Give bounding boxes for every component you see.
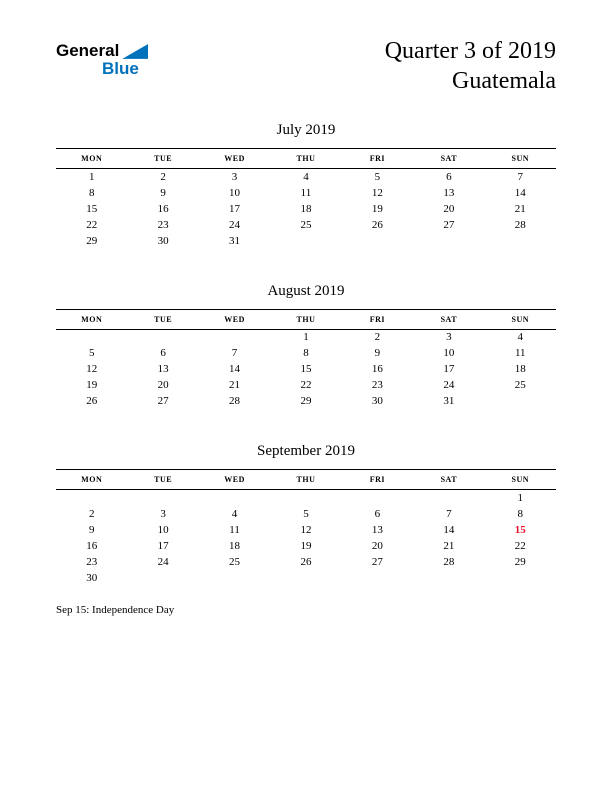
weekday-header-tue: TUE <box>154 475 173 484</box>
week-row <box>56 506 556 522</box>
week-row <box>56 490 556 506</box>
day-cell: 4 <box>231 507 238 520</box>
week-row <box>56 345 556 361</box>
day-cell: 26 <box>86 395 98 407</box>
logo-text-general: General <box>56 41 120 60</box>
empty-day-cell <box>270 490 341 506</box>
day-cell: 31 <box>443 395 455 407</box>
weekday-header-tue: TUE <box>154 154 173 163</box>
logo-flag-icon <box>122 44 148 59</box>
day-cell: 23 <box>157 218 169 231</box>
weekday-header-tue: TUE <box>154 314 173 324</box>
week-row <box>56 538 556 554</box>
day-cell: 17 <box>157 539 169 552</box>
quarter-title: Quarter 3 of 2019 <box>384 38 556 64</box>
empty-day-cell <box>413 233 484 249</box>
day-cell: 13 <box>371 523 383 536</box>
day-cell: 21 <box>443 539 455 552</box>
day-cell: 26 <box>300 555 312 568</box>
day-cell: 6 <box>374 507 381 520</box>
weekday-header-mon: MON <box>81 154 103 163</box>
day-cell: 16 <box>86 539 98 552</box>
weekday-header-sat: SAT <box>440 475 458 484</box>
day-cell: 15 <box>300 363 312 375</box>
empty-day-cell <box>413 490 484 506</box>
weekday-header-mon: MON <box>81 314 103 324</box>
day-cell: 29 <box>300 395 312 407</box>
day-cell: 19 <box>371 202 383 215</box>
day-cell: 12 <box>86 363 98 375</box>
day-cell: 12 <box>300 523 312 536</box>
day-cell: 28 <box>514 218 526 231</box>
day-cell: 27 <box>157 395 169 407</box>
document-title-block <box>385 36 556 96</box>
day-cell: 30 <box>157 234 169 247</box>
day-cell: 1 <box>303 331 309 344</box>
logo-line1 <box>56 42 148 60</box>
holiday-footnote: Sep 15: Independence Day <box>56 603 175 616</box>
day-cell: 26 <box>371 218 383 231</box>
day-cell: 20 <box>443 202 455 215</box>
empty-day-cell <box>485 233 556 249</box>
empty-day-cell <box>127 570 198 586</box>
month-section-august-2019 <box>56 283 556 410</box>
day-cell: 24 <box>229 218 241 231</box>
empty-day-cell <box>485 393 556 409</box>
weekday-header-row <box>56 149 556 169</box>
weekday-header-sat: SAT <box>440 314 458 324</box>
empty-day-cell <box>56 490 127 506</box>
day-cell: 14 <box>514 186 526 199</box>
month-table <box>56 309 556 410</box>
week-row <box>56 329 556 345</box>
day-cell: 25 <box>300 218 312 231</box>
week-row <box>56 570 556 586</box>
day-cell: 6 <box>160 347 166 359</box>
day-cell: 23 <box>371 379 383 391</box>
months <box>56 122 556 586</box>
day-cell: 10 <box>157 523 169 536</box>
day-cell: 13 <box>157 363 169 375</box>
weekday-header-fri: FRI <box>369 475 386 484</box>
day-cell: 25 <box>229 555 241 568</box>
empty-day-cell <box>127 490 198 506</box>
day-cell: 23 <box>86 555 98 568</box>
day-cell: 8 <box>88 186 95 199</box>
week-row <box>56 554 556 570</box>
day-cell: 5 <box>88 347 95 359</box>
day-cell: 8 <box>517 507 524 520</box>
weekday-header-fri: FRI <box>369 314 386 324</box>
month-table <box>56 148 556 249</box>
day-cell: 9 <box>88 523 95 536</box>
day-cell: 11 <box>229 523 240 536</box>
weekday-header-wed: WED <box>224 475 245 484</box>
day-cell: 5 <box>303 507 309 520</box>
day-cell: 20 <box>157 379 169 391</box>
day-cell: 13 <box>443 186 455 199</box>
day-cell: 28 <box>443 555 455 568</box>
day-cell: 7 <box>231 347 238 359</box>
day-cell: 5 <box>374 170 381 183</box>
day-cell: 17 <box>443 363 455 375</box>
day-cell: 25 <box>514 379 526 391</box>
day-cell: 4 <box>303 170 309 183</box>
weekday-header-thu: THU <box>296 475 316 484</box>
week-row <box>56 217 556 233</box>
day-cell: 15 <box>86 202 98 215</box>
empty-day-cell <box>485 570 556 586</box>
day-cell: 22 <box>86 218 98 231</box>
month-table <box>56 469 556 586</box>
weekday-header-sun: SUN <box>511 154 530 163</box>
day-cell: 29 <box>514 555 526 568</box>
weekday-header-row <box>56 309 556 329</box>
week-row <box>56 361 556 377</box>
day-cell: 2 <box>160 170 166 183</box>
day-cell: 28 <box>229 395 241 407</box>
day-cell: 1 <box>517 491 524 504</box>
empty-day-cell <box>270 233 341 249</box>
day-cell: 3 <box>446 331 452 344</box>
day-cell: 22 <box>300 379 312 391</box>
day-cell: 1 <box>88 170 95 183</box>
day-cell: 31 <box>229 234 241 247</box>
day-cell: 24 <box>157 555 169 568</box>
day-cell: 2 <box>88 507 95 520</box>
day-cell: 9 <box>374 347 381 359</box>
week-row <box>56 393 556 409</box>
day-cell: 22 <box>514 539 526 552</box>
day-cell: 14 <box>443 523 455 536</box>
logo-text-blue: Blue <box>102 58 139 78</box>
weekday-header-thu: THU <box>296 154 316 163</box>
week-row <box>56 169 556 185</box>
day-cell: 12 <box>371 186 383 199</box>
empty-day-cell <box>413 570 484 586</box>
empty-day-cell <box>56 329 127 345</box>
day-cell: 3 <box>160 507 166 520</box>
day-cell: 30 <box>86 571 98 584</box>
day-cell: 20 <box>371 539 383 552</box>
day-cell: 3 <box>231 170 238 183</box>
day-cell: 7 <box>446 507 452 520</box>
country-subtitle: Guatemala <box>452 68 556 94</box>
weekday-header-sun: SUN <box>511 314 530 324</box>
page-header <box>56 36 556 96</box>
week-row <box>56 185 556 201</box>
weekday-header-wed: WED <box>224 314 245 324</box>
day-cell: 18 <box>300 202 312 215</box>
day-cell: 7 <box>517 170 524 183</box>
weekday-header-wed: WED <box>224 154 245 163</box>
day-cell: 27 <box>443 218 455 231</box>
day-cell: 14 <box>229 363 241 375</box>
holiday-day-cell: 15 <box>514 523 526 536</box>
day-cell: 29 <box>86 234 98 247</box>
month-title: August 2019 <box>267 282 345 299</box>
empty-day-cell <box>342 233 413 249</box>
day-cell: 19 <box>300 539 312 552</box>
empty-day-cell <box>342 490 413 506</box>
empty-day-cell <box>342 570 413 586</box>
month-title: July 2019 <box>276 122 336 138</box>
week-row <box>56 233 556 249</box>
day-cell: 19 <box>86 379 98 391</box>
empty-day-cell <box>127 329 198 345</box>
month-title: September 2019 <box>257 443 355 459</box>
weekday-header-sat: SAT <box>440 154 458 163</box>
week-row <box>56 377 556 393</box>
day-cell: 10 <box>229 186 241 199</box>
month-section-september-2019 <box>56 443 556 586</box>
day-cell: 6 <box>446 170 452 183</box>
day-cell: 21 <box>514 202 526 215</box>
week-row <box>56 522 556 538</box>
day-cell: 30 <box>371 395 383 407</box>
day-cell: 24 <box>443 379 455 391</box>
day-cell: 18 <box>514 363 526 375</box>
day-cell: 9 <box>160 186 166 199</box>
weekday-header-fri: FRI <box>369 154 386 163</box>
empty-day-cell <box>199 329 270 345</box>
month-section-july-2019 <box>56 122 556 249</box>
day-cell: 18 <box>229 539 241 552</box>
day-cell: 8 <box>303 347 309 359</box>
day-cell: 4 <box>517 331 524 344</box>
general-blue-logo <box>56 36 148 78</box>
day-cell: 16 <box>157 202 169 215</box>
empty-day-cell <box>199 490 270 506</box>
day-cell: 11 <box>300 186 312 199</box>
weekday-header-sun: SUN <box>511 475 530 484</box>
day-cell: 16 <box>371 363 383 375</box>
empty-day-cell <box>199 570 270 586</box>
day-cell: 10 <box>443 347 455 359</box>
day-cell: 21 <box>229 379 241 391</box>
week-row <box>56 201 556 217</box>
day-cell: 11 <box>514 347 526 359</box>
day-cell: 17 <box>229 202 241 215</box>
weekday-header-mon: MON <box>81 475 103 484</box>
empty-day-cell <box>270 570 341 586</box>
day-cell: 2 <box>374 331 381 344</box>
weekday-header-row <box>56 470 556 490</box>
day-cell: 27 <box>371 555 383 568</box>
weekday-header-thu: THU <box>296 314 316 324</box>
